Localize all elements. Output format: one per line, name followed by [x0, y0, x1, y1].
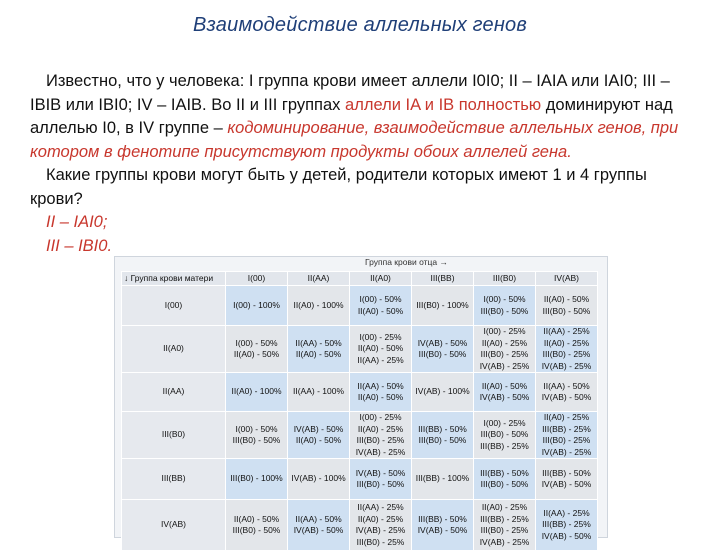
row-header: I(00) [122, 286, 226, 326]
cell-line: II(A0) - 50% [295, 349, 342, 359]
cell-line: III(B0) - 50% [542, 305, 591, 316]
blood-group-table [121, 271, 598, 551]
cell-line: II(AA) - 50% [543, 380, 590, 391]
table-cell [350, 412, 412, 459]
table-cell [350, 500, 412, 551]
table-cell [350, 326, 412, 373]
cell-line: III(B0) - 25% [480, 525, 529, 535]
cell-line: III(BB) - 100% [415, 473, 470, 484]
table-cell [226, 286, 288, 326]
cell-line: I(00) - 25% [359, 331, 402, 342]
cell-line: I(00) - 100% [233, 299, 280, 310]
slide-title: Взаимодействие аллельных генов [192, 14, 528, 36]
cell-line: II(A0) - 50% [233, 349, 280, 359]
cell-line: IV(AB) - 25% [479, 536, 530, 547]
table-cell [474, 412, 536, 459]
cell-line: III(B0) - 100% [230, 473, 283, 484]
table-cell [350, 459, 412, 500]
cell-line: II(A0) - 100% [293, 299, 344, 310]
cell-line: III(B0) - 50% [232, 525, 281, 535]
cell-line: II(A0) - 25% [481, 502, 528, 512]
table-cell [536, 412, 598, 459]
table-cell [350, 286, 412, 326]
p1-text-b: доминируют над аллелью I0, в IV группе – [30, 95, 673, 137]
cell-line: IV(AB) - 25% [541, 446, 592, 457]
cell-line: III(B0) - 25% [542, 435, 591, 445]
p1-text-a: Известно, что у человека: I группа крови имеет аллели I0I0; II – IAIA или IAI0; III – IBIB или IBI0; IV – IAIB. Во II и III группах [30, 72, 670, 114]
cell-line: II(A0) - 50% [481, 380, 528, 391]
cell-line: III(B0) - 25% [356, 536, 405, 547]
cell-line: II(AA) - 25% [357, 502, 404, 512]
cell-line: III(B0) - 50% [232, 435, 281, 445]
row-header: III(B0) [122, 412, 226, 459]
cell-line: II(AA) - 25% [543, 326, 590, 336]
table-cell [412, 500, 474, 551]
cell-line: I(00) - 25% [359, 412, 402, 422]
table-cell [474, 326, 536, 373]
cell-line: II(AA) - 50% [295, 513, 342, 524]
table-cell [226, 459, 288, 500]
column-header: IV(AB) [536, 272, 598, 286]
table-cell [536, 326, 598, 373]
cell-line: IV(AB) - 25% [541, 360, 592, 371]
cell-line: IV(AB) - 50% [541, 479, 592, 489]
column-header: I(00) [226, 272, 288, 286]
row-header: II(A0) [122, 326, 226, 373]
table-cell [288, 326, 350, 373]
table-cell [474, 286, 536, 326]
cell-line: III(B0) - 50% [418, 349, 467, 359]
cell-line: IV(AB) - 50% [293, 423, 344, 434]
cell-line: I(00) - 50% [235, 423, 278, 434]
cell-line: III(BB) - 50% [418, 513, 467, 524]
answer-line-2: III – IBI0. [46, 236, 113, 255]
cell-line: II(AA) - 50% [295, 337, 342, 348]
cell-line: I(00) - 25% [483, 417, 526, 428]
paragraph-1 [30, 70, 695, 164]
table-header-row [122, 272, 598, 286]
cell-line: II(A0) - 50% [543, 294, 590, 304]
table-cell [288, 373, 350, 412]
table-cell [536, 286, 598, 326]
table-row [122, 459, 598, 500]
table-cell [226, 373, 288, 412]
table-cell [226, 326, 288, 373]
cell-line: II(A0) - 50% [357, 305, 404, 316]
body-text [30, 70, 695, 258]
cell-line: II(A0) - 50% [233, 513, 280, 524]
table-row [122, 286, 598, 326]
cell-line: IV(AB) - 25% [355, 525, 406, 535]
p1-red-italic-text: кодоминирование, взаимодействие аллельных генов, при котором в фенотипе присутствуют продукты обоих аллелей гена. [30, 119, 679, 161]
paragraph-2: Какие группы крови могут быть у детей, родители которых имеют 1 и 4 группы крови? [30, 166, 647, 208]
cell-line: I(00) - 25% [483, 326, 526, 336]
cell-line: III(B0) - 25% [480, 349, 529, 359]
cell-line: IV(AB) - 50% [417, 525, 468, 535]
cell-line: III(BB) - 25% [480, 440, 529, 451]
cell-line: III(BB) - 50% [542, 467, 591, 478]
row-header: II(AA) [122, 373, 226, 412]
cell-line: III(BB) - 25% [480, 513, 529, 524]
cell-line: IV(AB) - 50% [355, 467, 406, 478]
cell-line: III(B0) - 100% [416, 299, 469, 310]
cell-line: II(A0) - 25% [543, 412, 590, 422]
table-cell [226, 412, 288, 459]
cell-line: IV(AB) - 25% [355, 446, 406, 457]
row-header: III(BB) [122, 459, 226, 500]
table-cell [474, 500, 536, 551]
cell-line: IV(AB) - 100% [415, 386, 470, 397]
cell-line: IV(AB) - 50% [417, 337, 468, 348]
column-header: II(AA) [288, 272, 350, 286]
cell-line: II(A0) - 25% [357, 513, 404, 524]
cell-line: IV(AB) - 50% [479, 392, 530, 402]
cell-line: III(B0) - 50% [480, 305, 529, 316]
answer-line-1: II – IAI0; [46, 213, 108, 231]
cell-line: IV(AB) - 100% [291, 473, 346, 484]
p1-red-text: аллели IA и IB полностью [345, 95, 542, 114]
cell-line: III(B0) - 50% [356, 479, 405, 489]
row-header: IV(AB) [122, 500, 226, 551]
table-cell [412, 412, 474, 459]
table-cell [474, 459, 536, 500]
column-header: II(A0) [350, 272, 412, 286]
cell-line: II(AA) - 25% [543, 507, 590, 518]
table-cell [412, 326, 474, 373]
cell-line: I(00) - 50% [359, 294, 402, 304]
table-cell [288, 286, 350, 326]
cell-line: III(B0) - 50% [480, 429, 529, 440]
table-cell [536, 373, 598, 412]
table-cell [288, 412, 350, 459]
table-cell [226, 500, 288, 551]
cell-line: III(B0) - 25% [356, 435, 405, 445]
cell-line: III(B0) - 50% [418, 435, 467, 445]
cell-line: II(A0) - 50% [357, 343, 404, 354]
cell-line: II(A0) - 100% [231, 386, 282, 397]
table-row [122, 500, 598, 551]
cell-line: II(AA) - 50% [357, 380, 404, 391]
table-row [122, 326, 598, 373]
cell-line: I(00) - 50% [483, 294, 526, 304]
father-caption: Группа крови отца → [365, 257, 448, 267]
table-cell [288, 500, 350, 551]
table-cell [350, 373, 412, 412]
table-row [122, 373, 598, 412]
cell-line: IV(AB) - 50% [541, 530, 592, 541]
table-cell [412, 373, 474, 412]
cell-line: IV(AB) - 25% [479, 360, 530, 371]
cell-line: II(A0) - 50% [295, 435, 342, 445]
table-cell [536, 459, 598, 500]
cell-line: II(A0) - 25% [481, 337, 528, 348]
cell-line: II(A0) - 25% [357, 423, 404, 434]
table-cell [474, 373, 536, 412]
table-cell [288, 459, 350, 500]
cell-line: II(A0) - 50% [357, 392, 404, 402]
cell-line: III(B0) - 25% [542, 349, 591, 359]
cell-line: IV(AB) - 50% [541, 392, 592, 402]
cell-line: III(BB) - 50% [418, 423, 467, 434]
cell-line: III(BB) - 25% [542, 519, 591, 530]
cell-line: II(A0) - 25% [543, 337, 590, 348]
cell-line: II(AA) - 100% [292, 386, 345, 397]
cell-line: III(BB) - 25% [542, 423, 591, 434]
table-cell [412, 459, 474, 500]
cell-line: I(00) - 50% [235, 337, 278, 348]
column-header: III(BB) [412, 272, 474, 286]
table-cell [412, 286, 474, 326]
cell-line: II(AA) - 25% [357, 354, 404, 365]
corner-caption: ↓ Группа крови матери [122, 272, 226, 286]
table-row [122, 412, 598, 459]
column-header: III(B0) [474, 272, 536, 286]
cell-line: IV(AB) - 50% [293, 525, 344, 535]
cell-line: III(BB) - 50% [480, 467, 529, 478]
table-cell [536, 500, 598, 551]
cell-line: III(B0) - 50% [480, 479, 529, 489]
